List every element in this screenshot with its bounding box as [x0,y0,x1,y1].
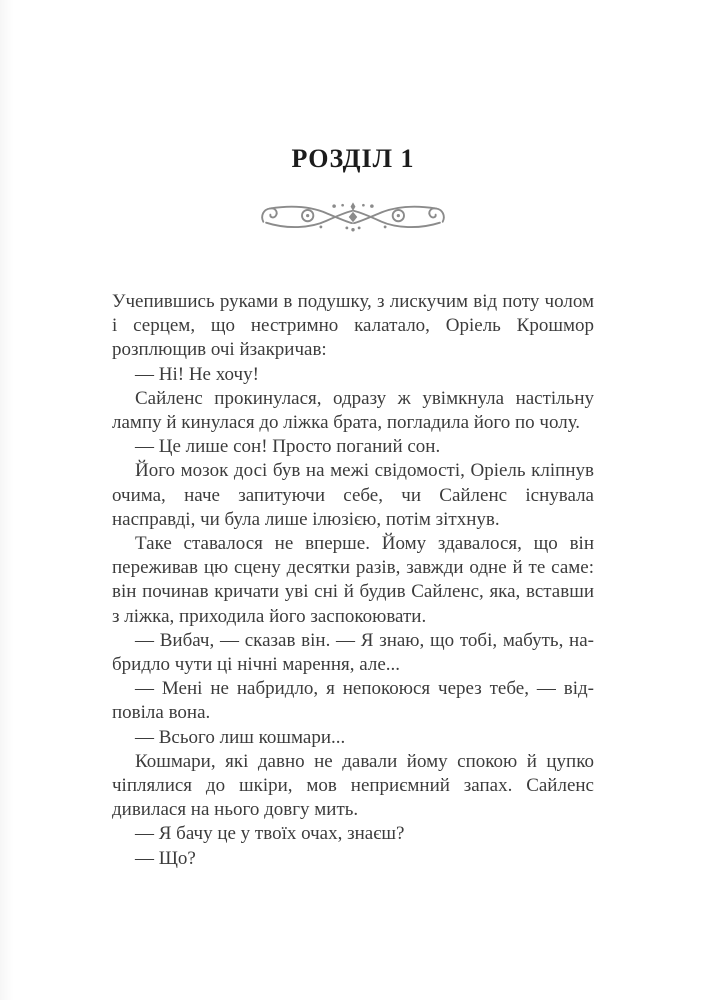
paragraph: Таке ставалося не вперше. Йому здавалося, що він переживав цю сцену десятки разів, завжди одне й те саме: він починав кричати уві сні й будив Сайленс, яка, вставши з ліжка, приходила його заспокоювати. [112,533,594,627]
paragraph: Сайленс прокинулася, одразу ж увімкнула настільну лампу й кинулася до ліжка брата, погладила його по чолу. [112,387,594,434]
page-content [112,0,594,871]
dialogue-paragraph: — Ні! Не хочу! [135,363,259,385]
chapter-title: РОЗДІЛ 1 [291,144,415,173]
dialogue-paragraph: — Це лише сон! Просто поганий сон. [135,436,441,458]
dialogue-paragraph: — Всього лиш кошмари... [135,726,346,748]
paragraph: Кошмари, які давно не давали йому спокою й цупко чіплялися до шкіри, мов неприємний запах. Сайленс дивилася на нього довгу мить. [112,750,594,821]
paragraph: Його мозок досі був на межі свідомості, Оріель кліпнув очима, наче запитуючи себе, чи Сайленс існувала насправді, чи була лише ілюзією, потім зітхнув. [112,460,594,530]
dialogue-paragraph: — Що? [135,847,196,869]
dialogue-paragraph: — Вибач, — сказав він. — Я знаю, що тобі, мабуть, набридло чути ці нічні марення, але... [112,629,594,676]
paragraph: Учепившись руками в подушку, з лискучим від поту чолом і серцем, що нестримно калатало, Оріель Крошмор розплющив очі йзакричав: [112,291,594,361]
dialogue-paragraph: — Я бачу це у твоїх очах, знаєш? [135,823,405,845]
chapter-ornament [112,200,594,234]
body-text [112,290,594,871]
dialogue-paragraph: — Мені не набридло, я непокоюся через тебе, — відповіла вона. [112,678,594,724]
flourish-divider-icon [257,200,449,234]
